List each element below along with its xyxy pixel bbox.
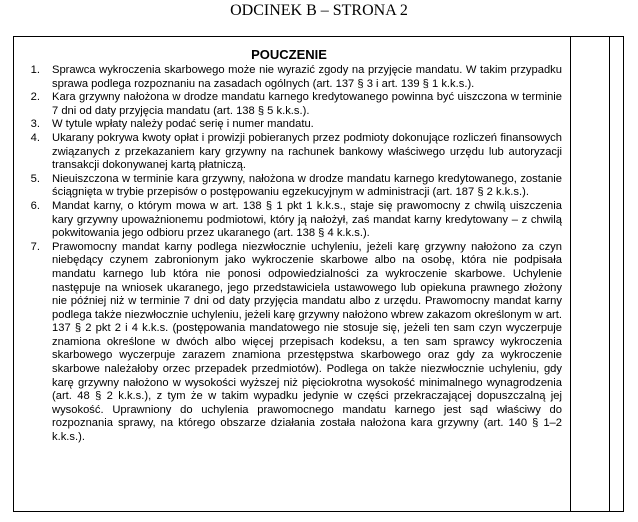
section-title: POUCZENIE [251, 47, 327, 62]
item-number: 1. [30, 64, 40, 76]
list-item [16, 241, 562, 445]
item-text: Ukarany pokrywa kwoty opłat i prowizji pobieranych przez podmioty dokonujące rozliczeń finansowych związanych z przekazaniem kary grzywny na rachunek bankowy właściwego urzędu lub autoryzacji transakcji dokonywanej kartą płatniczą. [52, 131, 562, 172]
item-text: Kara grzywny nałożona w drodze mandatu karnego kredytowanego powinna być uiszczona w terminie 7 dni od daty przyjęcia mandatu (art. 138 § 5 k.k.s.). [52, 91, 562, 117]
list-item [16, 132, 562, 173]
item-text: Sprawca wykroczenia skarbowego może nie wyrazić zgody na przyjęcie mandatu. W takim przypadku sprawa podlega rozpoznaniu na zasadach ogólnych (art. 137 § 3 i art. 139 § 1 k.k.s.). [52, 64, 562, 90]
list-item [16, 173, 562, 200]
item-text: Mandat karny, o którym mowa w art. 138 § 1 pkt 1 k.k.s., staje się prawomocny z chwilą uiszczenia kary grzywny upoważnionemu podmiotowi, który ją nałożył, zaś mandat karny kredytowany – z chwilą pokwitowania jego odbioru przez ukaranego (art. 138 § 4 k.k.s.). [52, 199, 562, 240]
item-number: 3. [30, 118, 40, 131]
item-number: 7. [30, 240, 40, 253]
instruction-list [16, 64, 562, 445]
pouczenie-section [16, 47, 562, 445]
item-text: Nieuiszczona w terminie kara grzywny, nałożona w drodze mandatu karnego kredytowanego, zostanie ściągnięta w trybie przepisów o postępowaniu egzekucyjnym w administracji (art. 187 § 2 k.k.s.). [52, 172, 562, 199]
list-item [16, 64, 562, 91]
item-number: 5. [30, 172, 40, 185]
item-number: 2. [30, 91, 40, 104]
list-item [16, 118, 562, 132]
list-item [16, 91, 562, 118]
column-divider [609, 37, 610, 511]
column-divider [570, 37, 571, 511]
item-text: W tytule wpłaty należy podać serię i numer mandatu. [52, 118, 314, 131]
list-item [16, 200, 562, 241]
item-number: 6. [30, 199, 40, 212]
item-number: 4. [30, 131, 40, 144]
item-text: Prawomocny mandat karny podlega niezwłocznie uchyleniu, jeżeli karę grzywny nałożono za czyn niebędący czynem zabronionym jako wykroczenie skarbowe albo na osobę, która nie podpisała mandatu karnego lub która nie ponosi odpowiedzialności za wykroczenie skarbowe. Uchylenie następuje na wniosek ukaranego, jego przedstawiciela ustawowego lub opiekuna prawnego złożony nie później niż w terminie 7 dni od daty przyjęcia mandatu albo z urzędu. Prawomocny mandat karny podlega także niezwłocznie uchyleniu, jeżeli karę grzywny nałożono wbrew zakazom określonym w art. 137 § 2 pkt 2 i 4 k.k.s. (postępowania mandatowego nie stosuje się, jeżeli ten sam czyn wyczerpuje znamiona określone w dwóch albo więcej przepisach kodeksu, a ten sam sprawcy wykroczenia skarbowego wyczerpuje zarazem znamiona przestępstwa skarbowego oraz gdy za wykroczenie skarbowe należałoby orzec przepadek przedmiotów). Podlega on także niezwłocznie uchyleniu, gdy karę grzywny nałożono w wysokości wyższej niż pięciokrotna wysokość minimalnego wynagrodzenia (art. 48 § 2 k.k.s.), z tym że w takim wypadku jedynie w części przekraczającej dopuszczalną jej wysokość. Uprawniony do uchylenia prawomocnego mandatu karnego jest sąd właściwy do rozpoznania sprawy, na którego obszarze działania została nałożona kara grzywny (art. 140 § 1–2 k.k.s.). [52, 240, 562, 444]
page-header: ODCINEK B – STRONA 2 [230, 2, 408, 19]
